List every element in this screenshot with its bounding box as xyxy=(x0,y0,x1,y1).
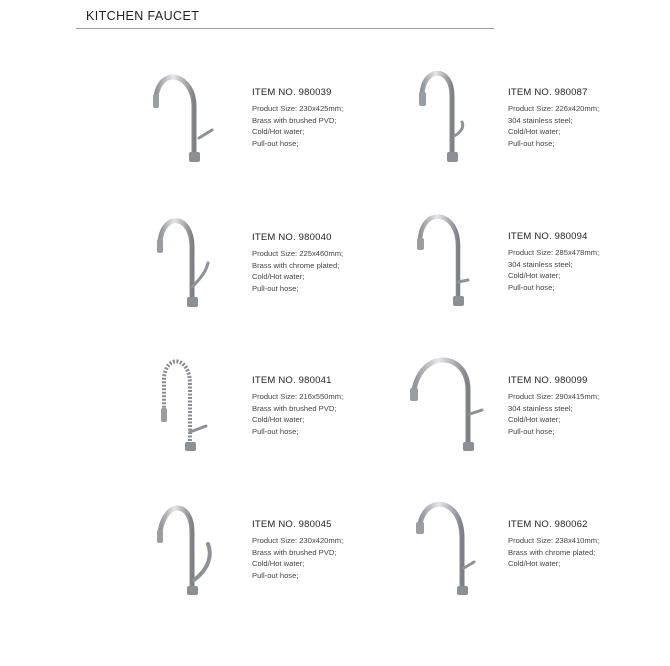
spec-line: Product Size: 225x460mm; xyxy=(252,249,344,258)
spec-line: Pull-out hose; xyxy=(252,571,299,581)
spec-line: Brass with brushed PVD; xyxy=(252,403,337,413)
spec-line: Brass with brushed PVD; xyxy=(252,115,337,125)
spec-line: Pull-out hose; xyxy=(252,427,299,437)
faucet-icon xyxy=(408,210,488,310)
spec-line: Product Size: 216x550mm; xyxy=(252,392,344,401)
spec-line: Cold/Hot water; xyxy=(508,127,561,137)
spec-line: Pull-out hose; xyxy=(252,284,299,294)
product-card-980094 xyxy=(408,210,670,340)
product-card-980087 xyxy=(408,66,670,196)
spec-line: 304 stainless steel; xyxy=(508,259,573,269)
spec-line: Brass with brushed PVD; xyxy=(252,547,337,557)
spec-line: Cold/Hot water; xyxy=(508,271,561,281)
faucet-icon xyxy=(152,66,232,166)
faucet-icon xyxy=(408,66,488,166)
product-card-980062 xyxy=(408,498,670,628)
spec-line: Product Size: 290x415mm; xyxy=(508,392,600,401)
product-card-980041 xyxy=(152,354,452,484)
product-card-980045 xyxy=(152,498,452,628)
spec-line: Cold/Hot water; xyxy=(508,415,561,425)
spec-line: Cold/Hot water; xyxy=(252,272,305,282)
spec-line: Pull-out hose; xyxy=(508,139,555,149)
page-title: KITCHEN FAUCET xyxy=(86,9,200,23)
item-number: ITEM NO. 980045 xyxy=(252,519,332,530)
spec-line: Product Size: 226x420mm; xyxy=(508,104,600,113)
spec-line: Pull-out hose; xyxy=(252,139,299,149)
item-number: ITEM NO. 980087 xyxy=(508,87,588,98)
spec-line: Product Size: 238x410mm; xyxy=(508,536,600,545)
faucet-icon xyxy=(152,498,232,598)
faucet-icon xyxy=(152,211,232,311)
spec-line: Cold/Hot water; xyxy=(508,559,561,569)
product-card-980099 xyxy=(408,354,670,484)
spec-line: Product Size: 230x420mm; xyxy=(252,536,344,545)
item-number: ITEM NO. 980099 xyxy=(508,375,588,386)
spec-line: Cold/Hot water; xyxy=(252,415,305,425)
title-divider xyxy=(76,28,494,29)
product-card-980039 xyxy=(152,66,452,196)
spec-line: Pull-out hose; xyxy=(508,283,555,293)
spec-line: Pull-out hose; xyxy=(508,427,555,437)
product-card-980040 xyxy=(152,211,452,341)
item-number: ITEM NO. 980041 xyxy=(252,375,332,386)
item-number: ITEM NO. 980094 xyxy=(508,231,588,242)
spec-line: 304 stainless steel; xyxy=(508,403,573,413)
spec-line: Cold/Hot water; xyxy=(252,127,305,137)
faucet-icon xyxy=(408,498,488,598)
spec-line: Brass with chrome plated; xyxy=(252,260,340,270)
item-number: ITEM NO. 980040 xyxy=(252,232,332,243)
spec-line: Product Size: 230x425mm; xyxy=(252,104,344,113)
spec-line: Product Size: 285x478mm; xyxy=(508,248,600,257)
faucet-icon xyxy=(152,354,232,454)
faucet-icon xyxy=(408,354,488,454)
item-number: ITEM NO. 980039 xyxy=(252,87,332,98)
spec-line: 304 stainless steel; xyxy=(508,115,573,125)
item-number: ITEM NO. 980062 xyxy=(508,519,588,530)
spec-line: Cold/Hot water; xyxy=(252,559,305,569)
spec-line: Brass with chrome plated; xyxy=(508,547,596,557)
